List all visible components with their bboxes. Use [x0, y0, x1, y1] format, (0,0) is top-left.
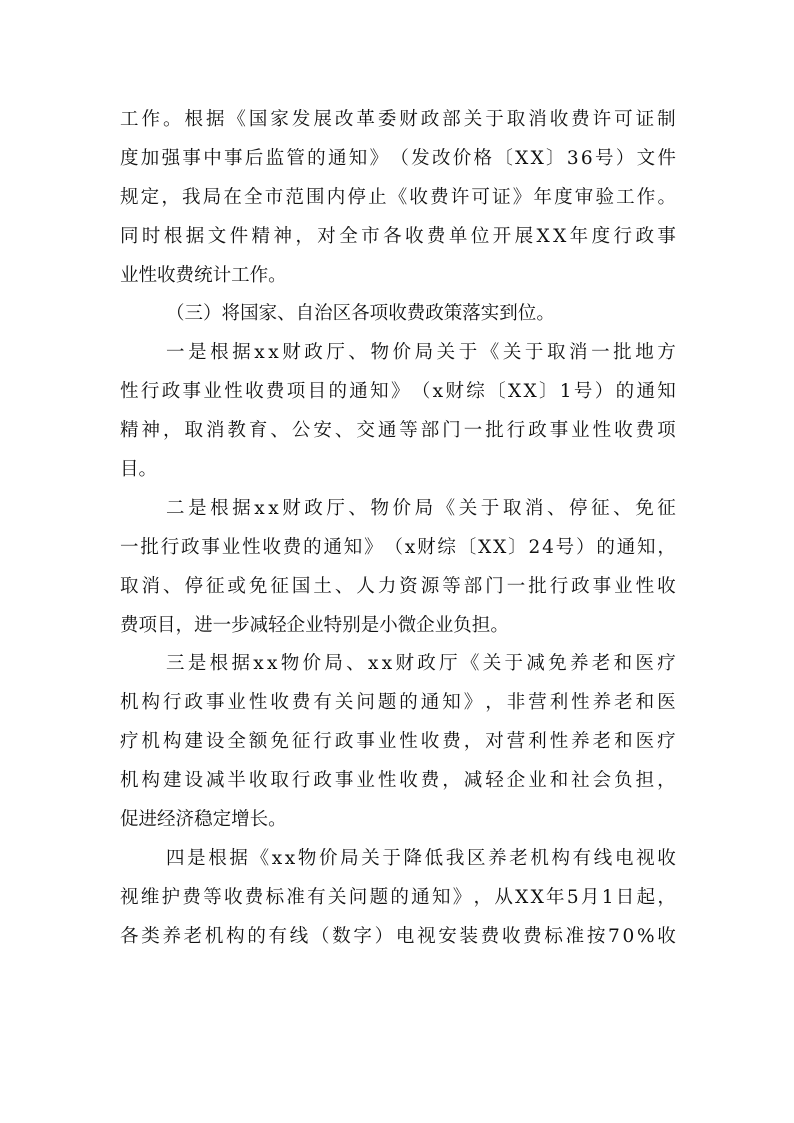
text-line: 疗 机 构 建 设 全 额 免 征 行 政 事 业 性 收 费 ， 对 营 利 性 养 老 和 医 疗	[120, 731, 676, 753]
text-line: 二 是 根 据 x x 财 政 厅 、 物 价 局 《 关 于 取 消 、 停 征 、 免 征	[166, 497, 676, 519]
text-line: 机 构 建 设 减 半 收 取 行 政 事 业 性 收 费 ， 减 轻 企 业 和 社 会 负 担 ，	[120, 770, 676, 792]
text-line: 视 维 护 费 等 收 费 标 准 有 关 问 题 的 通 知 》 ， 从 X X 年 5 月 1 日 起 ，	[120, 886, 676, 908]
text-line: 精 神 ， 取 消 教 育 、 公 安 、 交 通 等 部 门 一 批 行 政 事 业 性 收 费 项	[120, 420, 676, 442]
text-line: 目 。	[120, 459, 158, 481]
text-line: 一 批 行 政 事 业 性 收 费 的 通 知 》 （ x 财 综 〔 X X 〕 2 4 号 ） 的 通 知 ，	[120, 536, 676, 558]
text-line: 工 作 。 根 据 《 国 家 发 展 改 革 委 财 政 部 关 于 取 消 收 费 许 可 证 制	[120, 109, 676, 130]
text-line: 三 是 根 据 x x 物 价 局 、 x x 财 政 厅 《 关 于 减 免 养 老 和 医 疗	[166, 653, 676, 675]
text-line: 规 定 ， 我 局 在 全 市 范 围 内 停 止 《 收 费 许 可 证 》 年 度 审 验 工 作 。	[120, 186, 676, 208]
text-line: 度 加 强 事 中 事 后 监 管 的 通 知 》 （ 发 改 价 格 〔 X X 〕 3 6 号 ） 文 件	[120, 147, 676, 169]
text-line: 取 消 、 停 征 或 免 征 国 土 、 人 力 资 源 等 部 门 一 批 行 政 事 业 性 收	[120, 575, 676, 597]
text-line: 同 时 根 据 文 件 精 神 ， 对 全 市 各 收 费 单 位 开 展 X X 年 度 行 政 事	[120, 225, 676, 247]
text-line: 性 行 政 事 业 性 收 费 项 目 的 通 知 》 （ x 财 综 〔 X X 〕 1 号 ） 的 通 知	[120, 381, 676, 403]
text-line: 费 项 目 ， 进 一 步 减 轻 企 业 特 别 是 小 微 企 业 负 担 。	[120, 614, 509, 636]
text-line: 业 性 收 费 统 计 工 作 。	[120, 264, 287, 286]
text-line: 四 是 根 据 《 x x 物 价 局 关 于 降 低 我 区 养 老 机 构 有 线 电 视 收	[166, 847, 676, 869]
text-line: 各 类 养 老 机 构 的 有 线 （ 数 字 ） 电 视 安 装 费 收 费 标 准 按 7 0 % 收	[120, 925, 676, 947]
text-line: 机 构 行 政 事 业 性 收 费 有 关 问 题 的 通 知 》 ， 非 营 利 性 养 老 和 医	[120, 692, 676, 714]
document-body	[120, 101, 676, 957]
text-line: 一 是 根 据 x x 财 政 厅 、 物 价 局 关 于 《 关 于 取 消 一 批 地 方	[166, 342, 676, 364]
text-line: （ 三 ） 将 国 家 、 自 治 区 各 项 收 费 政 策 落 实 到 位 。	[166, 303, 555, 325]
text-line: 促 进 经 济 稳 定 增 长 。	[120, 809, 287, 831]
